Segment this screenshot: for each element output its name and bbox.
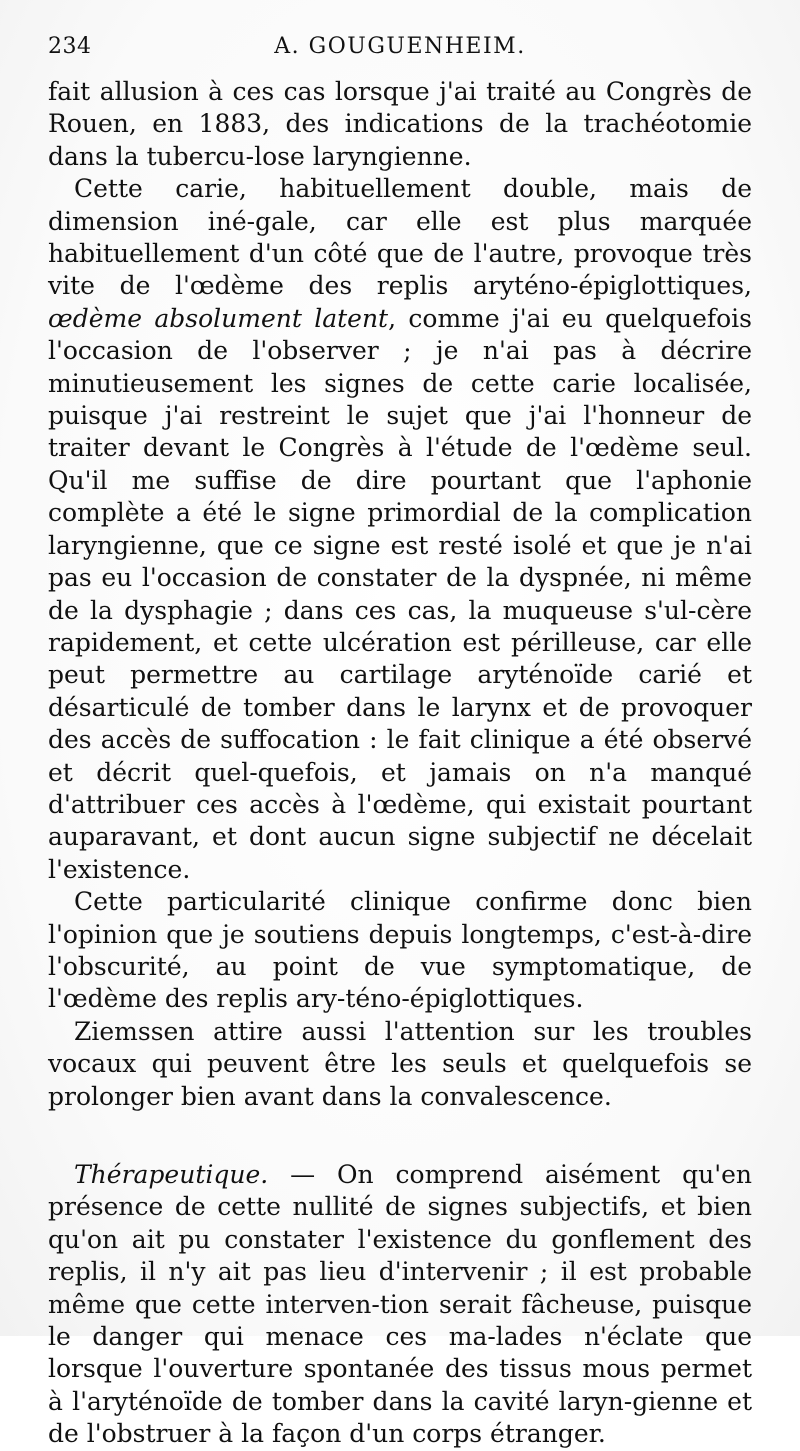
paragraph-text: — On comprend aisément qu'en présence de cette nullité de signes subjectifs, et bien qu'on ait pu constater l'existence du gonflement des replis, il n'y ait pas lieu d'intervenir ; il est probable même que cette interven-tion serait fâcheuse, puisque le danger qui menace ces ma-lades n'éclate que lorsque l'ouverture spontanée des tissus mous permet à l'aryténoïde de tomber dans la cavité laryn-gienne et de l'obstruer à la façon d'un corps étranger. [48, 1160, 752, 1449]
paragraph-therapeutique [48, 1159, 752, 1451]
running-title: A. GOUGUENHEIM. [274, 34, 526, 59]
paragraph-carie [48, 173, 752, 886]
page-header [48, 34, 752, 74]
section-heading-inline: Thérapeutique. [74, 1160, 269, 1189]
paragraph-ziemssen [48, 1016, 752, 1113]
page-number: 234 [48, 34, 92, 59]
emphasis-text: œdème absolument latent [48, 303, 389, 333]
section-spacer [48, 1113, 752, 1159]
paragraph-particularite [48, 886, 752, 1016]
paragraph-text: Cette particularité clinique confirme donc bien l'opinion que je soutiens depuis longtemps, c'est-à-dire l'obscurité, au point de vue symptomatique, de l'œdème des replis ary-téno-épiglottiques. [48, 887, 752, 1014]
paragraph-text: Ziemssen attire aussi l'attention sur les troubles vocaux qui peuvent être les seuls et quelquefois se prolonger bien avant dans la convalescence. [48, 1016, 752, 1111]
body-text [48, 76, 752, 1451]
paragraph-continuation [48, 76, 752, 173]
paragraph-text: , comme j'ai eu quelquefois l'occasion de l'observer ; je n'ai pas à décrire minutieusement les signes de cette carie localisée, puisque j'ai restreint le sujet que j'ai l'honneur de traiter devant le Congrès à l'étude de l'œdème seul. Qu'il me suffise de dire pourtant que l'aphonie complète a été le signe primordial de la complication laryngienne, que ce signe est resté isolé et que je n'ai pas eu l'occasion de constater de la dyspnée, ni même de la dysphagie ; dans ces cas, la muqueuse s'ul-cère rapidement, et cette ulcération est périlleuse, car elle peut permettre au cartilage aryténoïde carié et désarticulé de tomber dans le larynx et de provoquer des accès de suffocation : le fait clinique a été observé et décrit quel-quefois, et jamais on n'a manqué d'attribuer ces accès à l'œdème, qui existait pourtant auparavant, et dont aucun signe subjectif ne décelait l'existence. [48, 303, 752, 884]
paragraph-text: Cette carie, habituellement double, mais de dimension iné-gale, car elle est plus marquée habituellement d'un côté que de l'autre, provoque très vite de l'œdème des replis aryténo-épiglottiques, [48, 174, 752, 301]
paragraph-text: fait allusion à ces cas lorsque j'ai traité au Congrès de Rouen, en 1883, des indications de la trachéotomie dans la tubercu-lose laryngienne. [48, 77, 752, 171]
